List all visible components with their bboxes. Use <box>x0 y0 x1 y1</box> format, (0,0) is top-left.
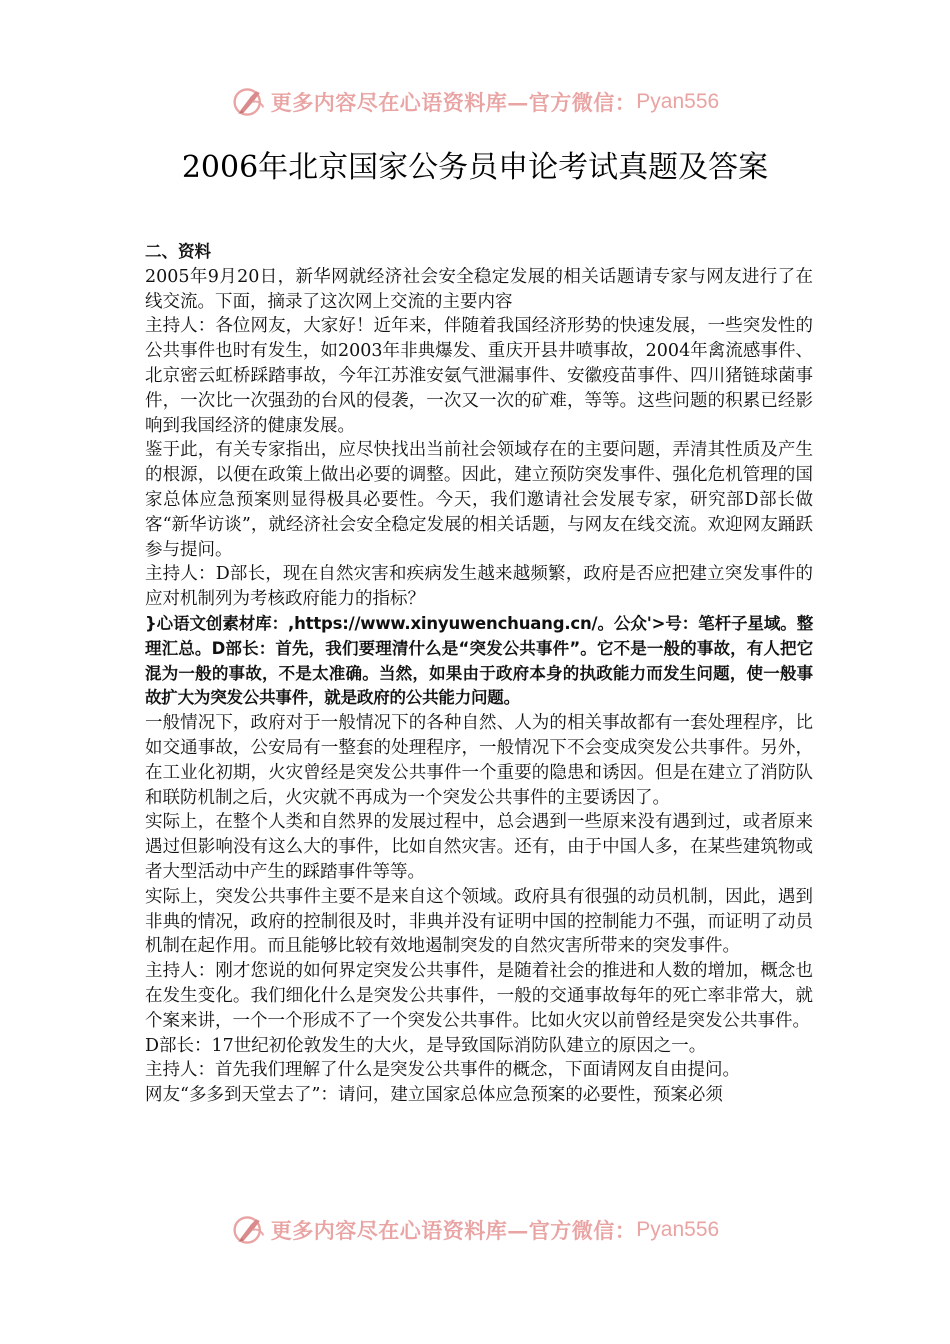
section-heading: 二、资料 <box>145 242 211 261</box>
paragraph: 主持人：刚才您说的如何界定突发公共事件，是随着社会的推进和人数的增加，概念也在发生变化。我们细化什么是突发公共事件，一般的交通事故每年的死亡率非常大，就个案来讲，一个一个形成不了一个突发公共事件。比如火灾以前曾经是突发公共事件。 <box>145 961 813 1031</box>
pen-logo-icon <box>231 1212 267 1248</box>
pen-logo-icon <box>231 84 267 120</box>
paragraph: 2005年9月20日，新华网就经济社会安全稳定发展的相关话题请专家与网友进行了在线交流。下面，摘录了这次网上交流的主要内容 <box>145 266 813 312</box>
paragraph: D部长：17世纪初伦敦发生的大火，是导致国际消防队建立的原因之一。 <box>145 1035 707 1056</box>
watermark-wechat-id: Pyan556 <box>636 1218 720 1241</box>
paragraph: 主持人：首先我们理解了什么是突发公共事件的概念，下面请网友自由提问。 <box>145 1060 740 1081</box>
paragraph: 一般情况下，政府对于一般情况下的各种自然、人为的相关事故都有一套处理程序，比如交通事故，公安局有一整套的处理程序，一般情况下不会变成突发公共事件。另外，在工业化初期，火灾曾经是突发公共事件一个重要的隐患和诱因。但是在建立了消防队和联防机制之后，火灾就不再成为一个突发公共事件的主要诱因了。 <box>145 713 813 808</box>
watermark-text: 更多内容尽在心语资料库—官方微信： <box>270 90 637 115</box>
paragraph: 鉴于此，有关专家指出，应尽快找出当前社会领域存在的主要问题，弄清其性质及产生的根源，以便在政策上做出必要的调整。因此，建立预防突发事件、强化危机管理的国家总体应急预案则显得极具必要性。今天，我们邀请社会发展专家，研究部D部长做客“新华访谈”，就经济社会安全稳定发展的相关话题，与网友在线交流。欢迎网友踊跃参与提问。 <box>145 440 813 560</box>
paragraph: 主持人：D部长，现在自然灾害和疾病发生越来越频繁，政府是否应把建立突发事件的应对机制列为考核政府能力的指标？ <box>145 564 813 610</box>
watermark-wechat-id: Pyan556 <box>636 90 720 113</box>
header-watermark <box>0 80 950 124</box>
footer-watermark <box>0 1208 950 1252</box>
watermark-text: 更多内容尽在心语资料库—官方微信： <box>270 1218 637 1243</box>
page-title: 2006年北京国家公务员申论考试真题及答案 <box>181 150 769 185</box>
bold-paragraph: }心语文创素材库：,https://www.xinyuwenchuang.cn/。公众'>号：笔杆子星域。整理汇总。D部长：首先，我们要理清什么是“突发公共事件”。它不是一般的事故，有人把它混为一般的事故，不是太准确。当然，如果由于政府本身的执政能力而发生问题，使一般事故扩大为突发公共事件，就是政府的公共能力问题。 <box>145 613 813 708</box>
paragraph: 主持人：各位网友，大家好！近年来，伴随着我国经济形势的快速发展，一些突发性的公共事件也时有发生，如2003年非典爆发、重庆开县井喷事故，2004年禽流感事件、北京密云虹桥踩踏事故，今年江苏淮安氨气泄漏事件、安徽疫苗事件、四川猪链球菌事件，一次比一次强劲的台风的侵袭，一次又一次的矿难，等等。这些问题的积累已经影响到我国经济的健康发展。 <box>145 316 813 436</box>
paragraph: 网友“多多到天堂去了”：请问，建立国家总体应急预案的必要性，预案必须 <box>145 1085 723 1106</box>
paragraph: 实际上，在整个人类和自然界的发展过程中，总会遇到一些原来没有遇到过，或者原来遇过但影响没有这么大的事件，比如自然灾害。还有，由于中国人多，在某些建筑物或者大型活动中产生的踩踏事件等等。 <box>145 812 813 882</box>
paragraph: 实际上，突发公共事件主要不是来自这个领域。政府具有很强的动员机制，因此，遇到非典的情况，政府的控制很及时，非典并没有证明中国的控制能力不强，而证明了动员机制在起作用。而且能够比较有效地遏制突发的自然灾害所带来的突发事件。 <box>145 886 813 957</box>
document-body <box>145 240 813 1108</box>
